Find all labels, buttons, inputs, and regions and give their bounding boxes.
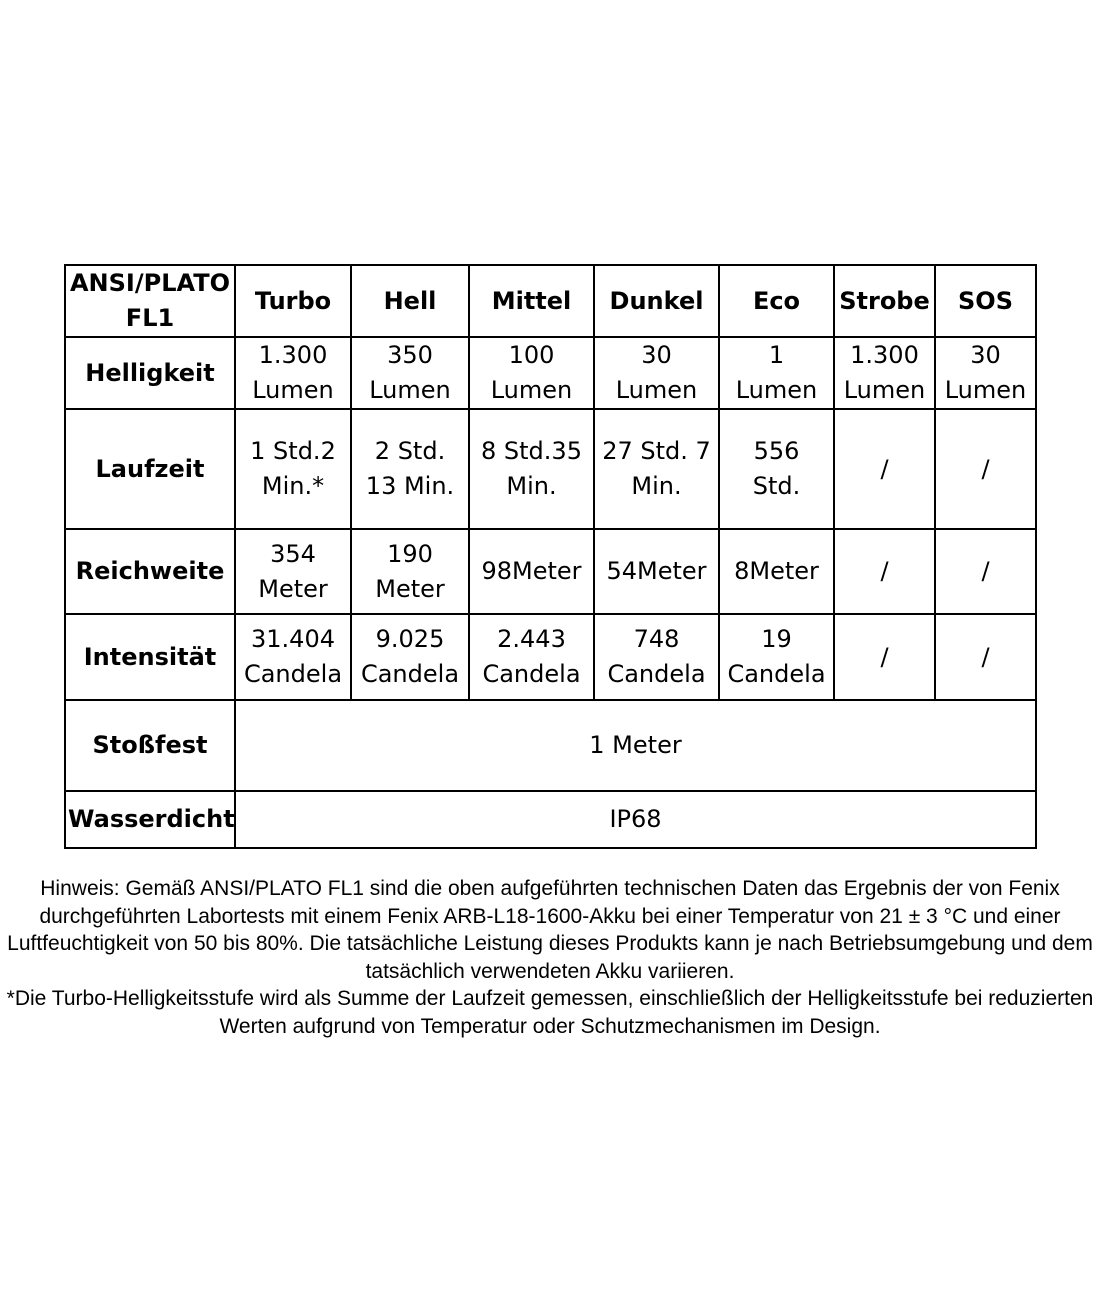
- row-label-intensitaet: Intensität: [65, 614, 235, 700]
- table-cell: 54Meter: [594, 529, 719, 614]
- mode-header-hell: Hell: [351, 265, 469, 337]
- table-cell: /: [935, 529, 1036, 614]
- table-row: [65, 529, 1036, 614]
- mode-header-eco: Eco: [719, 265, 834, 337]
- mode-header-sos: SOS: [935, 265, 1036, 337]
- table-cell: 27 Std. 7 Min.: [594, 409, 719, 529]
- table-cell: /: [834, 614, 935, 700]
- wasserdicht-value: IP68: [235, 791, 1036, 848]
- table-cell: 1 Lumen: [719, 337, 834, 409]
- stossfest-value: 1 Meter: [235, 700, 1036, 791]
- table-cell: 748 Candela: [594, 614, 719, 700]
- hinweis-note: Hinweis: Gemäß ANSI/PLATO FL1 sind die oben aufgeführten technischen Daten das Ergebnis der von Fenix durchgeführten Labortests mit einem Fenix ARB-L18-1600-Akku bei einer Temperatur von 21 ± 3 °C und einer Luftfeuchtigkeit von 50 bis 80%. Die tatsächliche Leistung dieses Produkts kann je nach Betriebsumgebung und dem tatsächlich verwendeten Akku variieren.: [7, 877, 1093, 983]
- spec-table: [64, 264, 1037, 849]
- table-cell: 31.404 Candela: [235, 614, 351, 700]
- row-label-helligkeit: Helligkeit: [65, 337, 235, 409]
- table-cell: /: [935, 614, 1036, 700]
- table-cell: 30 Lumen: [594, 337, 719, 409]
- table-cell: 354 Meter: [235, 529, 351, 614]
- table-cell: 1 Std.2 Min.*: [235, 409, 351, 529]
- mode-header-turbo: Turbo: [235, 265, 351, 337]
- table-row: [65, 409, 1036, 529]
- row-label-reichweite: Reichweite: [65, 529, 235, 614]
- table-corner-label: ANSI/PLATO FL1: [65, 265, 235, 337]
- table-cell: 2.443 Candela: [469, 614, 594, 700]
- table-cell: /: [834, 409, 935, 529]
- table-cell: 30 Lumen: [935, 337, 1036, 409]
- table-cell: 1.300 Lumen: [235, 337, 351, 409]
- mode-header-dunkel: Dunkel: [594, 265, 719, 337]
- row-label-stossfest: Stoßfest: [65, 700, 235, 791]
- table-cell: 9.025 Candela: [351, 614, 469, 700]
- table-cell: /: [834, 529, 935, 614]
- table-cell: 8 Std.35 Min.: [469, 409, 594, 529]
- table-cell: 8Meter: [719, 529, 834, 614]
- table-row: [65, 337, 1036, 409]
- table-header-row: [65, 265, 1036, 337]
- table-cell: 2 Std. 13 Min.: [351, 409, 469, 529]
- table-cell: 100 Lumen: [469, 337, 594, 409]
- table-cell: /: [935, 409, 1036, 529]
- table-cell: 1.300 Lumen: [834, 337, 935, 409]
- table-row: [65, 614, 1036, 700]
- table-cell: 19 Candela: [719, 614, 834, 700]
- table-row: [65, 700, 1036, 791]
- row-label-wasserdicht: Wasserdicht: [65, 791, 235, 848]
- table-cell: 190 Meter: [351, 529, 469, 614]
- table-row: [65, 791, 1036, 848]
- mode-header-mittel: Mittel: [469, 265, 594, 337]
- table-cell: 98Meter: [469, 529, 594, 614]
- table-cell: 556 Std.: [719, 409, 834, 529]
- table-cell: 350 Lumen: [351, 337, 469, 409]
- row-label-laufzeit: Laufzeit: [65, 409, 235, 529]
- mode-header-strobe: Strobe: [834, 265, 935, 337]
- turbo-footnote: *Die Turbo-Helligkeitsstufe wird als Summe der Laufzeit gemessen, einschließlich der Helligkeitsstufe bei reduzierten Werten aufgrund von Temperatur oder Schutzmechanismen im Design.: [6, 987, 1094, 1038]
- footnote-block: [0, 875, 1100, 1040]
